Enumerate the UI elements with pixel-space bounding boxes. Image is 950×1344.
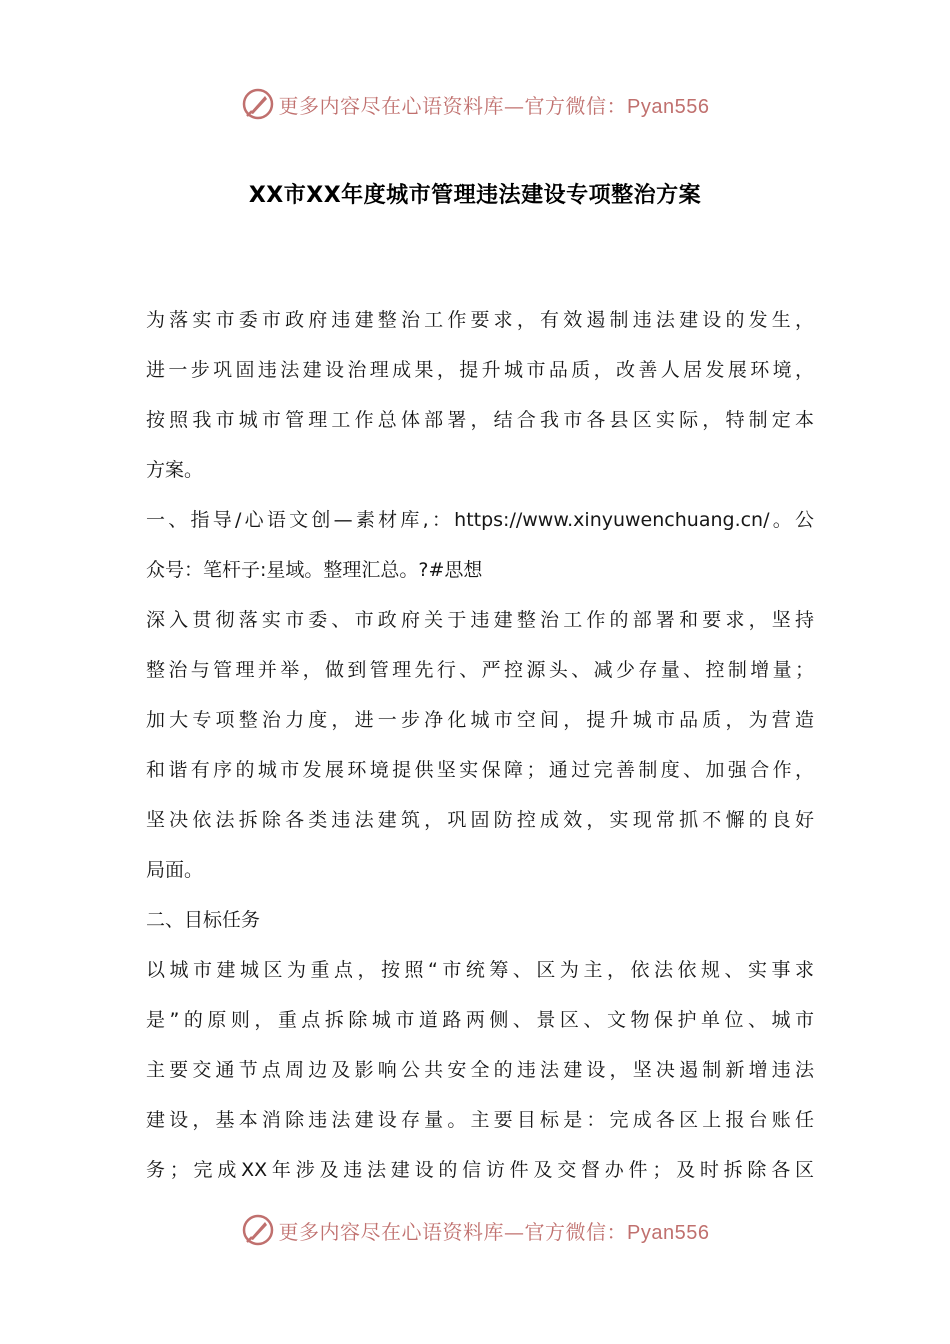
body-line: 为落实市委市政府违建整治工作要求，有效遏制违法建设的发生，: [146, 309, 814, 331]
body-line: 整治与管理并举，做到管理先行、严控源头、减少存量、控制增量；: [146, 659, 814, 681]
quill-logo-icon: [241, 1213, 275, 1247]
body-line: 坚决依法拆除各类违法建筑，巩固防控成效，实现常抓不懈的良好: [146, 809, 814, 831]
document-body: [146, 295, 814, 1195]
body-line: 方案。: [146, 459, 204, 481]
body-line: 按照我市城市管理工作总体部署，结合我市各县区实际，特制定本: [146, 409, 814, 431]
quill-logo-icon: [241, 87, 275, 121]
document-title: XX市XX年度城市管理违法建设专项整治方案: [248, 183, 702, 208]
body-line: 务；完成XX年涉及违法建设的信访件及交督办件；及时拆除各区: [146, 1159, 814, 1181]
body-line: 是”的原则，重点拆除城市道路两侧、景区、文物保护单位、城市: [146, 1009, 814, 1031]
header-banner: [0, 82, 950, 126]
body-line: 局面。: [146, 859, 204, 881]
body-line: 进一步巩固违法建设治理成果，提升城市品质，改善人居发展环境，: [146, 359, 814, 381]
body-line: 和谐有序的城市发展环境提供坚实保障；通过完善制度、加强合作，: [146, 759, 814, 781]
banner-text: 更多内容尽在心语资料库—官方微信：Pyan556: [278, 93, 710, 118]
body-line: 建设，基本消除违法建设存量。主要目标是：完成各区上报台账任: [146, 1109, 814, 1131]
body-line: 以城市建城区为重点，按照“市统筹、区为主，依法依规、实事求: [146, 959, 814, 981]
body-line: 众号：笔杆子:星域。整理汇总。?#思想: [146, 559, 483, 581]
body-line: 主要交通节点周边及影响公共安全的违法建设，坚决遏制新增违法: [146, 1059, 814, 1081]
body-line: 深入贯彻落实市委、市政府关于违建整治工作的部署和要求，坚持: [146, 609, 814, 631]
body-line: 一、指导/心语文创—素材库,：https://www.xinyuwenchuang.cn/。公: [146, 509, 814, 531]
section-heading: 二、目标任务: [146, 909, 261, 931]
body-line: 加大专项整治力度，进一步净化城市空间，提升城市品质，为营造: [146, 709, 814, 731]
banner-text: 更多内容尽在心语资料库—官方微信：Pyan556: [278, 1219, 710, 1244]
footer-banner: [0, 1208, 950, 1252]
